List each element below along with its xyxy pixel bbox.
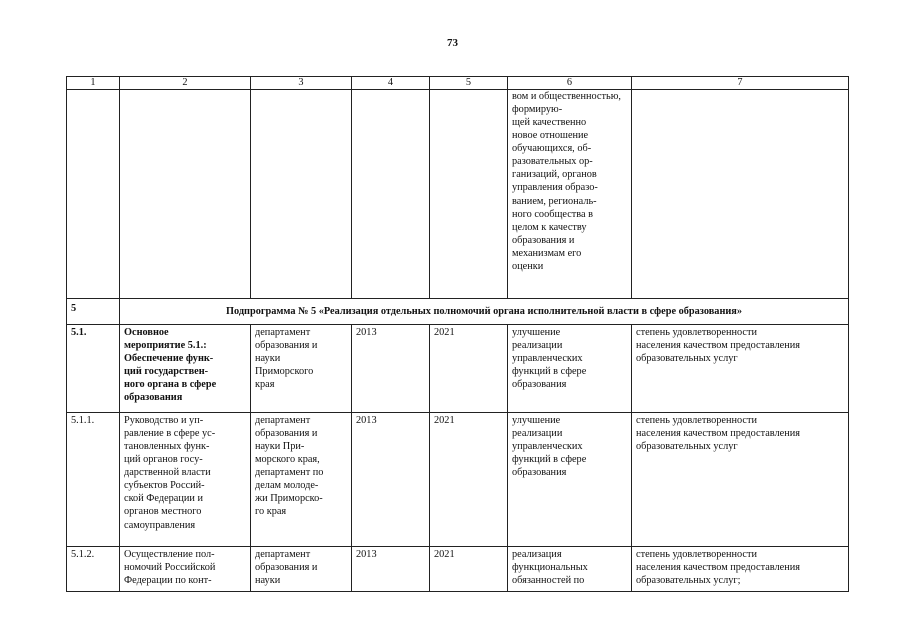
indicator: степень удовлетворенности населения качеством предоставления образовательных услуг; — [632, 547, 849, 592]
measure-name: Осуществление пол- номочий Российской Федерации по конт- — [120, 547, 251, 592]
start-year: 2013 — [352, 325, 430, 413]
column-number: 1 — [67, 77, 120, 90]
column-number: 7 — [632, 77, 849, 90]
continuation-text: вом и общественностью, формирую- щей качественно новое отношение обучающихся, об- разовательных ор- ганизаций, органов управления образо- ванием, региональ- ного сообщества в целом к качеству образования и механизмам его оценки — [508, 90, 632, 299]
cell-empty — [120, 90, 251, 299]
cell-empty — [251, 90, 352, 299]
start-year: 2013 — [352, 413, 430, 547]
table-row — [67, 547, 849, 592]
end-year: 2021 — [430, 547, 508, 592]
executor: департамент образования и науки — [251, 547, 352, 592]
cell-empty — [430, 90, 508, 299]
page-number: 73 — [447, 37, 458, 49]
indicator: степень удовлетворенности населения качеством предоставления образовательных услуг — [632, 413, 849, 547]
column-number: 4 — [352, 77, 430, 90]
continuation-row — [67, 90, 849, 299]
cell-empty — [352, 90, 430, 299]
expected-result: реализация функциональных обязанностей по — [508, 547, 632, 592]
measure-name: Руководство и уп- равление в сфере ус- тановленных функ- ций органов госу- дарственной власти субъектов Россий- ской Федерации и органов местного самоуправления — [120, 413, 251, 547]
executor: департамент образования и науки Приморского края — [251, 325, 352, 413]
column-number: 5 — [430, 77, 508, 90]
expected-result: улучшение реализации управленческих функций в сфере образования — [508, 325, 632, 413]
expected-result: улучшение реализации управленческих функций в сфере образования — [508, 413, 632, 547]
row-number: 5.1. — [67, 325, 120, 413]
start-year: 2013 — [352, 547, 430, 592]
row-number: 5.1.1. — [67, 413, 120, 547]
end-year: 2021 — [430, 413, 508, 547]
column-number: 2 — [120, 77, 251, 90]
column-number: 6 — [508, 77, 632, 90]
table-row — [67, 413, 849, 547]
measures-table — [66, 76, 849, 592]
measure-name: Основное мероприятие 5.1.: Обеспечение функ- ций государствен- ного органа в сфере образования — [120, 325, 251, 413]
table-row — [67, 325, 849, 413]
subprogram-number: 5 — [67, 299, 120, 325]
column-numbers-row — [67, 77, 849, 90]
subprogram-row — [67, 299, 849, 325]
subprogram-title: Подпрограмма № 5 «Реализация отдельных полномочий органа исполнительной власти в сфере образования» — [120, 299, 849, 325]
end-year: 2021 — [430, 325, 508, 413]
indicator: степень удовлетворенности населения качеством предоставления образовательных услуг — [632, 325, 849, 413]
cell-empty — [67, 90, 120, 299]
cell-empty — [632, 90, 849, 299]
row-number: 5.1.2. — [67, 547, 120, 592]
column-number: 3 — [251, 77, 352, 90]
executor: департамент образования и науки При- морского края, департамент по делам молоде- жи Приморско- го края — [251, 413, 352, 547]
